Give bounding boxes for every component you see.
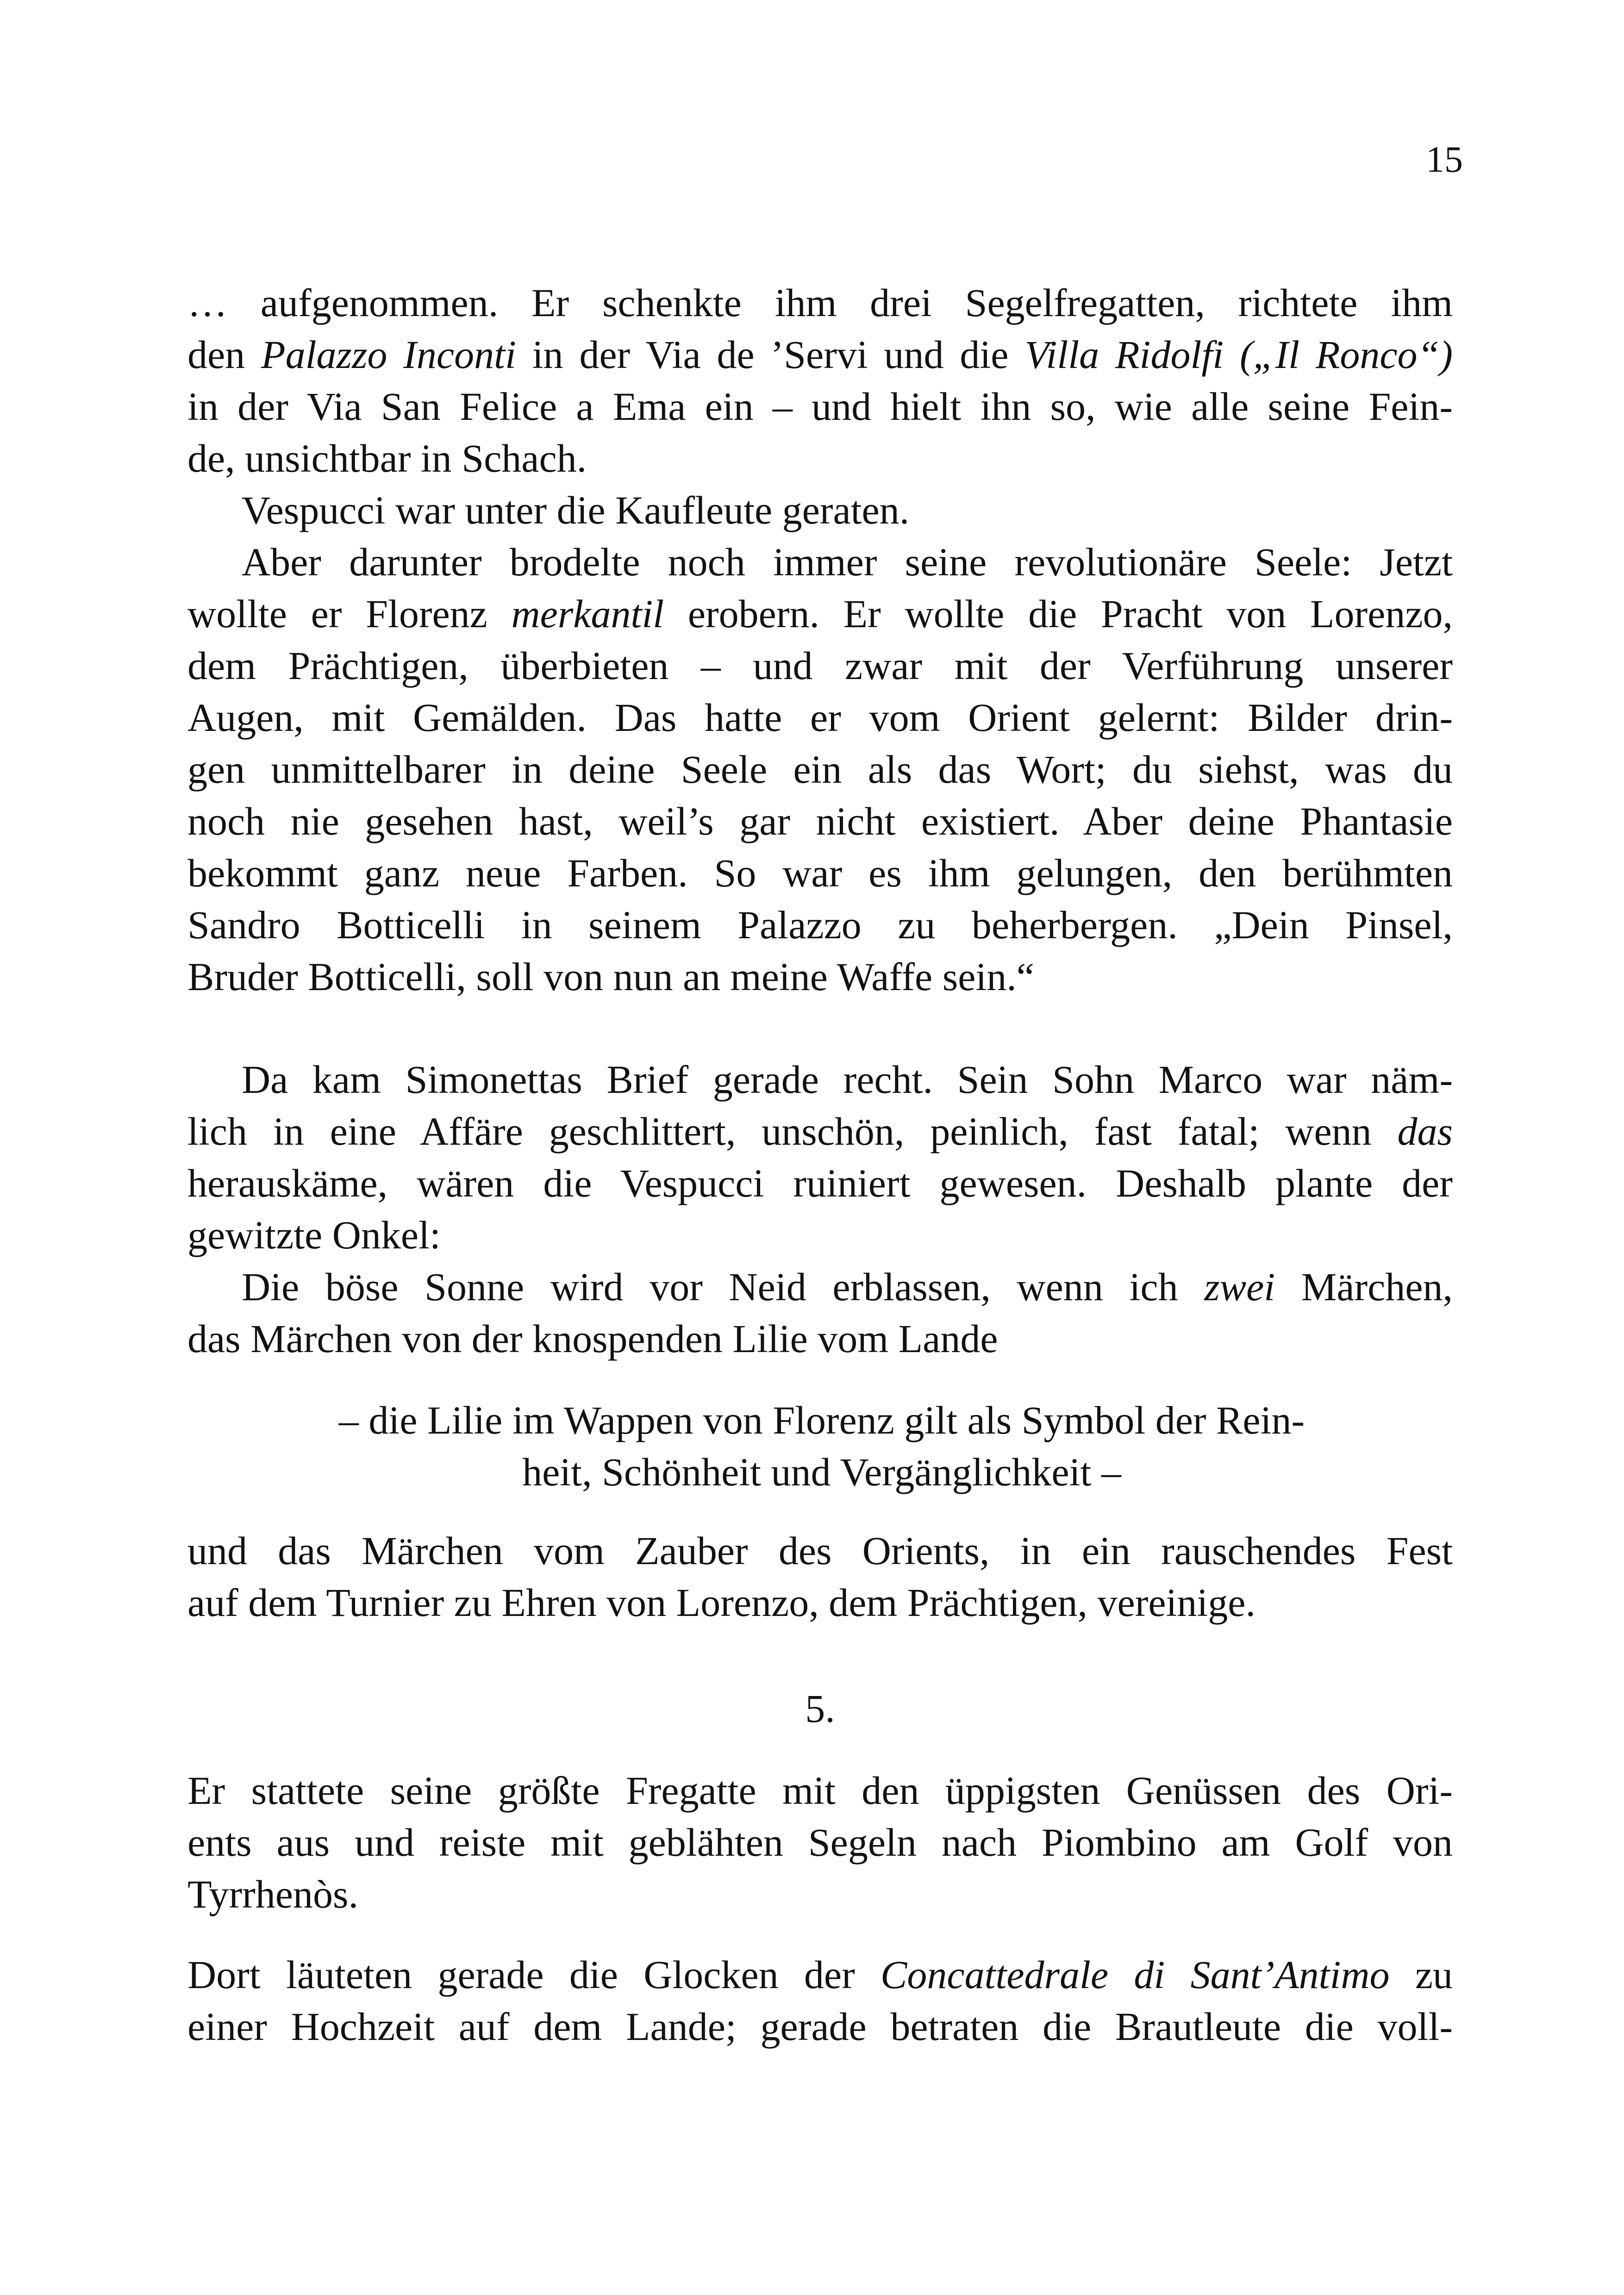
text-line bbox=[187, 1816, 1453, 1868]
italic-text: Concattedrale di Sant’Antimo bbox=[881, 1952, 1390, 1997]
text-line bbox=[187, 329, 1453, 380]
text-segment: Aber darunter brodelte noch immer seine revolutionäre Seele: Jetzt bbox=[242, 540, 1453, 584]
text-line bbox=[187, 847, 1453, 899]
text-segment: Bruder Botticelli, soll von nun an meine Waffe sein.“ bbox=[187, 954, 1034, 999]
italic-text: Palazzo Inconti bbox=[261, 332, 516, 377]
text-segment: den bbox=[187, 332, 262, 377]
text-segment: wollte er Florenz bbox=[187, 592, 512, 636]
paragraph-wedding bbox=[187, 1949, 1453, 2052]
text-segment: erobern. Er wollte die Pracht von Lorenzo, bbox=[664, 592, 1453, 636]
text-line bbox=[187, 1868, 1453, 1920]
text-segment: einer Hochzeit auf dem Lande; gerade betraten die Brautleute die voll- bbox=[187, 2004, 1453, 2049]
text-segment: in der Via San Felice a Ema ein – und hielt ihn so, wie alle seine Fein- bbox=[187, 384, 1453, 429]
text-segment: auf dem Turnier zu Ehren von Lorenzo, dem Prächtigen, vereinige. bbox=[187, 1580, 1255, 1625]
text-line bbox=[187, 1209, 1453, 1261]
text-segment: und das Märchen vom Zauber des Orients, in ein rauschendes Fest bbox=[187, 1528, 1453, 1573]
page-number: 15 bbox=[1426, 139, 1463, 180]
text-segment: … aufgenommen. Er schenkte ihm drei Segelfregatten, richtete ihm bbox=[187, 281, 1453, 325]
text-segment: Er stattete seine größte Fregatte mit den üppigsten Genüssen des Ori- bbox=[187, 1768, 1453, 1813]
text-line bbox=[187, 1949, 1453, 2001]
paragraph-frigate bbox=[187, 1765, 1453, 1920]
text-segment: ents aus und reiste mit geblähten Segeln nach Piombino am Golf von bbox=[187, 1820, 1453, 1865]
text-segment: Dort läuteten gerade die Glocken der bbox=[187, 1952, 881, 1997]
text-line bbox=[187, 951, 1453, 1003]
text-segment: gewitzte Onkel: bbox=[187, 1213, 441, 1257]
text-segment: in der Via de ’Servi und die bbox=[516, 332, 1025, 377]
section-heading: 5. bbox=[805, 1686, 835, 1731]
text-line bbox=[187, 588, 1453, 640]
text-line bbox=[187, 1525, 1453, 1577]
italic-text: merkantil bbox=[511, 592, 664, 636]
italic-text: zwei bbox=[1204, 1265, 1275, 1309]
text-line bbox=[187, 1577, 1453, 1628]
text-segment: Die böse Sonne wird vor Neid erblassen, wenn ich bbox=[242, 1265, 1205, 1309]
text-line bbox=[187, 536, 1453, 588]
text-line bbox=[187, 640, 1453, 692]
text-line bbox=[187, 1054, 1453, 1105]
text-segment: zu bbox=[1389, 1952, 1453, 1997]
text-line bbox=[241, 1446, 1403, 1498]
text-segment: heit, Schönheit und Vergänglichkeit – bbox=[522, 1450, 1121, 1494]
text-segment: Augen, mit Gemälden. Das hatte er vom Orient gelernt: Bilder drin- bbox=[187, 695, 1453, 740]
text-line bbox=[187, 692, 1453, 743]
text-line bbox=[241, 1394, 1403, 1446]
text-line bbox=[187, 380, 1453, 432]
text-segment: Tyrrhenòs. bbox=[187, 1872, 358, 1916]
italic-text: Villa Ridolfi („Il Ronco“) bbox=[1024, 332, 1453, 377]
text-segment: gen unmittelbarer in deine Seele ein als das Wort; du siehst, was du bbox=[187, 747, 1453, 792]
text-line bbox=[187, 795, 1453, 847]
text-segment: das Märchen von der knospenden Lilie vom Lande bbox=[187, 1316, 998, 1361]
text-line bbox=[187, 899, 1453, 951]
text-line bbox=[187, 743, 1453, 795]
text-segment: Märchen, bbox=[1275, 1265, 1453, 1309]
text-line bbox=[187, 1765, 1453, 1816]
text-line bbox=[187, 1157, 1453, 1209]
text-segment: Da kam Simonettas Brief gerade recht. Sein Sohn Marco war näm- bbox=[242, 1057, 1453, 1102]
text-line bbox=[187, 1313, 1453, 1365]
text-segment: lich in eine Affäre geschlittert, unschön, peinlich, fast fatal; wenn bbox=[187, 1109, 1398, 1154]
paragraph-orient-fairy-tale bbox=[187, 1525, 1453, 1628]
text-segment: noch nie gesehen hast, weil’s gar nicht existiert. Aber deine Phantasie bbox=[187, 799, 1453, 843]
text-segment: Sandro Botticelli in seinem Palazzo zu beherbergen. „Dein Pinsel, bbox=[187, 903, 1453, 947]
text-line bbox=[187, 1105, 1453, 1157]
text-line bbox=[187, 277, 1453, 329]
text-line bbox=[187, 484, 1453, 536]
text-segment: de, unsichtbar in Schach. bbox=[187, 436, 587, 480]
text-segment: dem Prächtigen, überbieten – und zwar mit der Verführung unserer bbox=[187, 643, 1453, 688]
text-segment: bekommt ganz neue Farben. So war es ihm gelungen, den berühmten bbox=[187, 851, 1453, 895]
text-segment: herauskäme, wären die Vespucci ruiniert gewesen. Deshalb plante der bbox=[187, 1161, 1453, 1205]
text-line bbox=[187, 2001, 1453, 2052]
text-line bbox=[187, 432, 1453, 484]
text-line bbox=[187, 1261, 1453, 1313]
italic-text: das bbox=[1397, 1109, 1453, 1154]
indented-quote-lily bbox=[241, 1394, 1403, 1498]
text-segment: Vespucci war unter die Kaufleute geraten. bbox=[242, 488, 910, 532]
text-segment: – die Lilie im Wappen von Florenz gilt als Symbol der Rein- bbox=[338, 1398, 1305, 1442]
paragraph-simonetta-letter bbox=[187, 1054, 1453, 1365]
paragraph-vespucci-palazzo bbox=[187, 277, 1453, 1003]
